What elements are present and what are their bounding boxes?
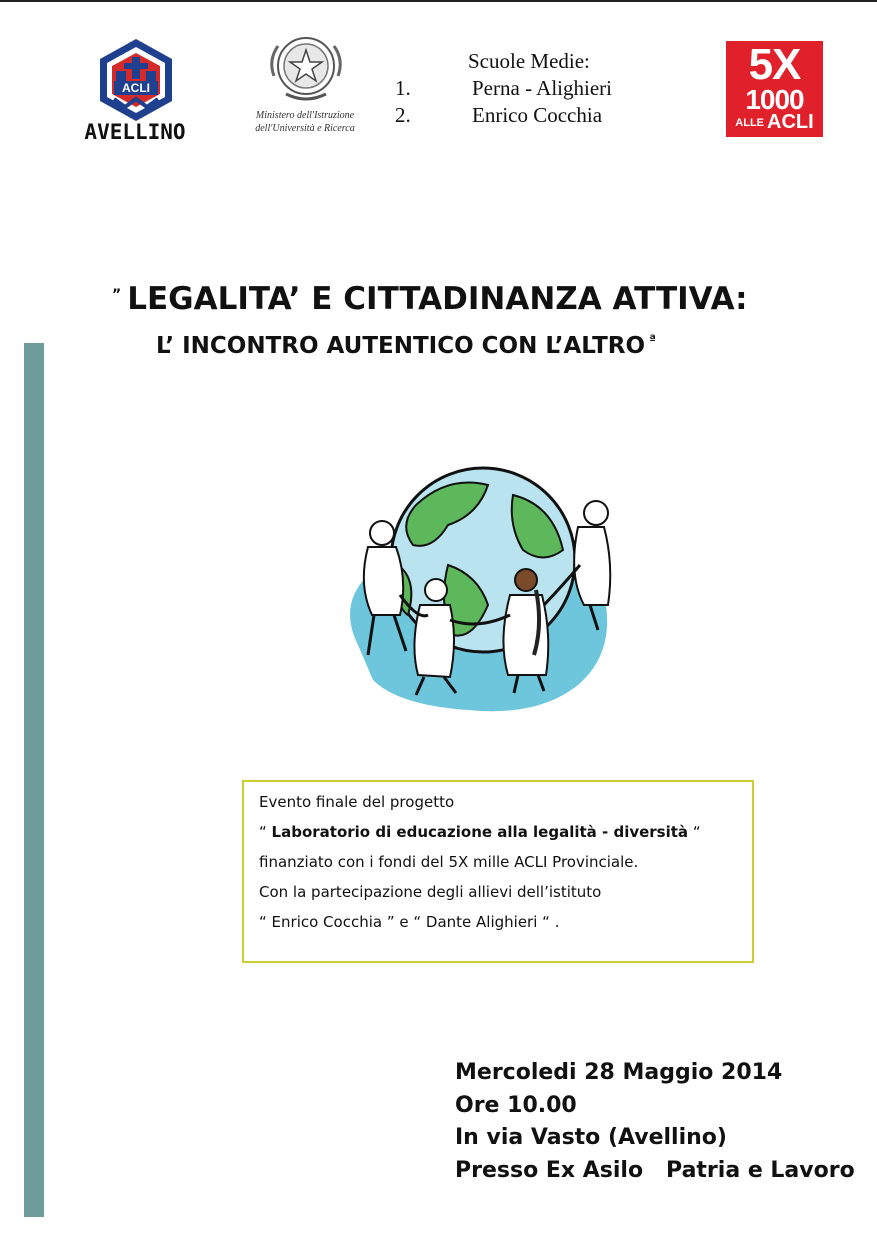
title-line-2-text: L’ INCONTRO AUTENTICO CON L’ALTRO bbox=[156, 333, 646, 359]
ministry-caption bbox=[246, 109, 364, 135]
acli-city-label: AVELLINO bbox=[84, 120, 186, 144]
ministry-caption-line2: dell'Università e Ricerca bbox=[255, 123, 355, 134]
title-line-2 bbox=[108, 319, 788, 366]
schools-heading: Scuole Medie: bbox=[468, 49, 590, 73]
project-info-box bbox=[242, 780, 754, 963]
project-name: Laboratorio di educazione alla legalità - diversità bbox=[271, 823, 689, 841]
ministry-caption-line1: Ministero dell'Istruzione bbox=[255, 110, 355, 121]
info-line-3: finanziato con i fondi del 5X mille ACLI Provinciale. bbox=[259, 853, 639, 871]
event-venue: Presso Ex Asilo Patria e Lavoro bbox=[455, 1158, 855, 1184]
school-name: Perna - Alighieri bbox=[472, 76, 612, 100]
badge-alle: ALLE bbox=[735, 117, 765, 129]
event-date: Mercoledi 28 Maggio 2014 bbox=[455, 1060, 783, 1085]
event-title bbox=[108, 275, 788, 366]
schools-list bbox=[380, 48, 680, 129]
title-open-quote: ” bbox=[112, 287, 122, 303]
info-line-5: “ Enrico Cocchia ” e “ Dante Alighieri “ . bbox=[259, 913, 560, 931]
info-line-1: Evento finale del progetto bbox=[259, 793, 455, 811]
school-number: 2. bbox=[395, 103, 411, 127]
school-item bbox=[380, 75, 680, 102]
acli-logo-text: ACLI bbox=[122, 81, 150, 95]
info-line-2 bbox=[259, 822, 752, 852]
info-line-2-open-quote: “ bbox=[259, 823, 272, 841]
badge-acli: ACLI bbox=[767, 111, 814, 133]
school-number: 1. bbox=[395, 76, 411, 100]
event-place: In via Vasto (Avellino) bbox=[455, 1125, 727, 1151]
title-line-1-text: LEGALITA’ E CITTADINANZA ATTIVA: bbox=[127, 281, 748, 317]
badge-alle-acli bbox=[726, 113, 823, 132]
title-line-1 bbox=[108, 275, 788, 319]
5x1000-acli-badge bbox=[726, 41, 823, 137]
info-line-2-close-quote: “ bbox=[688, 823, 701, 841]
event-details bbox=[455, 1057, 865, 1188]
event-time: Ore 10.00 bbox=[455, 1092, 577, 1118]
globe-children-illustration bbox=[338, 455, 616, 720]
badge-1000: 1000 bbox=[745, 84, 804, 115]
school-name: Enrico Cocchia bbox=[472, 103, 603, 127]
side-accent-bar bbox=[24, 343, 44, 1217]
school-item bbox=[380, 102, 680, 129]
top-rule bbox=[0, 0, 877, 2]
badge-5x: 5X bbox=[748, 40, 801, 89]
title-close-quote: ª bbox=[649, 332, 656, 346]
info-line-4: Con la partecipazione degli allievi dell’istituto bbox=[259, 883, 602, 901]
